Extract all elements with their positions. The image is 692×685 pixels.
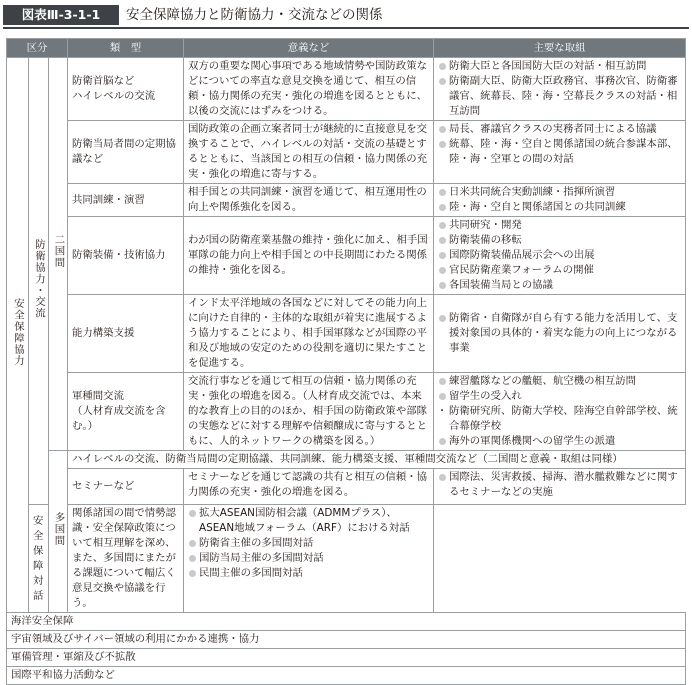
meaning-cell: [184, 217, 434, 295]
actions-list: [438, 218, 681, 293]
bottom-row-text: 軍備管理・軍縮及び不拡散: [11, 651, 136, 663]
actions-list: [438, 311, 681, 356]
actions-cell: [434, 184, 686, 217]
action-item: 局長、審議官クラスの実務者同士による協議: [438, 122, 681, 137]
multilateral-summary-text: ハイレベルの交流、防衛当局間の定期協議、共同訓練、能力構築支援、軍種間交流など（二国間と意義・取組は同様）: [72, 453, 623, 465]
security-cooperation-label: 安全保障協力: [12, 298, 24, 367]
action-item: 国際法、災害救援、掃海、潜水艦救難などに関するセミナーなどの実施: [438, 470, 681, 500]
actions-cell: [434, 217, 686, 295]
multilateral-cell: [49, 451, 68, 613]
type-text: 防衛当局者間の定期協議など: [72, 138, 176, 165]
actions-list: [438, 59, 681, 119]
action-item: 練習艦隊などの艦艇、航空機の相互訪問: [438, 374, 681, 389]
bottom-row-cell: [7, 649, 686, 667]
meaning-cell: [68, 505, 184, 613]
multilateral-label: 多国間: [52, 511, 65, 547]
type-cell: [68, 295, 184, 373]
actions-cell: [434, 58, 686, 121]
bilateral-label: 二国間: [52, 234, 65, 269]
meaning-text: 関係諸国の間で情勢認識・安全保障政策について相互理解を深め、また、多国間にまたがる課題について幅広く意見交換や協議を行う。: [72, 507, 176, 609]
figure-title: 安全保障協力と防衛協力・交流などの関係: [126, 7, 383, 23]
header-rule: [3, 27, 689, 29]
relations-table: [6, 38, 686, 685]
table-row: [7, 58, 686, 121]
actions-list: [438, 470, 681, 500]
bilateral-cell: [49, 58, 68, 451]
table-row: [7, 469, 686, 505]
table-row: [7, 649, 686, 667]
meaning-cell: [184, 184, 434, 217]
type-text: 軍種間交流 （人材育成交流を含む。）: [72, 390, 166, 432]
actions-cell: [434, 121, 686, 184]
figure-id-badge: 図表Ⅲ-3-1-1: [3, 5, 119, 25]
meaning-text: 相手国との共同訓練・演習を通じて、相互運用性の向上や関係強化を図る。: [188, 186, 427, 213]
action-item: 拡大ASEAN国防相会議（ADMMプラス）、ASEAN地域フォーラム（ARF）における対話: [188, 506, 429, 536]
action-item: ・ 防衛研究所、防衛大学校、陸海空自幹部学校、統合幕僚学校: [438, 404, 681, 434]
bottom-row-text: 海洋安全保障: [11, 615, 74, 627]
actions-list: [438, 185, 681, 215]
meaning-text: 国防政策の企画立案者同士が継続的に直接意見を交換することで、ハイレベルの対話・交流の基礎とするとともに、当該国との相互の信頼・協力関係の充実・強化の増進に寄与する。: [188, 123, 427, 180]
action-item: 留学生の受入れ: [438, 389, 681, 404]
table-row: [7, 667, 686, 685]
header-row: [7, 39, 686, 58]
action-item: 防衛省・自衛隊が自ら有する能力を活用して、支援対象国の具体的・着実な能力の向上につながる事業: [438, 311, 681, 356]
action-item: 防衛装備の移転: [438, 233, 681, 248]
meaning-cell: [184, 295, 434, 373]
type-text: 共同訓練・演習: [72, 193, 145, 206]
table-row: [7, 217, 686, 295]
action-item: 防衛省主催の多国間対話: [188, 536, 429, 551]
table-row: [7, 184, 686, 217]
action-item: 日米共同統合実動訓練・指揮所演習: [438, 185, 681, 200]
meaning-text: わが国の防衛産業基盤の維持・強化に加え、相手国軍隊の能力向上や相手国との中長期間にわたる関係の維持・強化を図る。: [188, 234, 428, 276]
action-item: 各国装備当局との協議: [438, 278, 681, 293]
header-meaning: 意義など: [184, 39, 434, 58]
actions-cell: [434, 469, 686, 505]
bottom-row-cell: [7, 631, 686, 649]
table-row: [7, 121, 686, 184]
action-item: 官民防衛産業フォーラムの開催: [438, 263, 681, 278]
type-cell: [29, 505, 49, 613]
meaning-text: 双方の重要な関心事項である地域情勢や国防政策などについての率直な意見交換を通じて、相互の信頼・協力関係の充実・強化の増進を図るとともに、以後の交流にはずみをつける。: [188, 60, 427, 117]
type-cell: [68, 373, 184, 451]
action-item: 共同研究・開発: [438, 218, 681, 233]
table-row: [7, 295, 686, 373]
type-cell: [68, 58, 184, 121]
meaning-text: セミナーなどを通じて認識の共有と相互の信頼・協力関係の充実・強化の増進を図る。: [188, 471, 427, 498]
meaning-text: インド太平洋地域の各国などに対してその能力向上に向けた自律的・主体的な取組が着実に進展するよう協力することにより、相手国軍隊などが国際の平和及び地域の安定のための役割を適切に果たすことを促進する。: [188, 297, 427, 369]
action-item: 海外の軍関係機関への留学生の派遣: [438, 434, 681, 449]
action-item: 国防当局主催の多国間対話: [188, 551, 429, 566]
defense-exchange-label: 防衛協力・交流: [33, 238, 45, 319]
multilateral-summary-cell: [68, 451, 686, 469]
actions-list: [438, 374, 681, 449]
meaning-cell: [184, 121, 434, 184]
header-kubun: 区分: [7, 39, 68, 58]
action-item: 防衛副大臣、防衛大臣政務官、事務次官、防衛審議官、統幕長、陸・海・空幕長クラスの対話・相互訪問: [438, 74, 681, 119]
defense-exchange-cell: [29, 58, 49, 505]
meaning-cell: [184, 469, 434, 505]
actions-cell: [434, 295, 686, 373]
meaning-cell: [184, 58, 434, 121]
type-cell: [68, 184, 184, 217]
table-row: [7, 451, 686, 469]
actions-list: [438, 122, 681, 167]
header-actions: 主要な取組: [434, 39, 686, 58]
type-text: 防衛装備・技術協力: [72, 249, 166, 261]
table-row: [7, 373, 686, 451]
type-text: 安全保障対話: [33, 514, 44, 602]
actions-cell: [434, 373, 686, 451]
type-cell: [68, 469, 184, 505]
header-type: 類 型: [68, 39, 184, 58]
table-body: [7, 58, 686, 685]
meaning-text: 交流行事などを通じて相互の信頼・協力関係の充実・強化の増進を図る。（人材育成交流では、本来的な教育上の目的のほか、相手国の防衛政策や部隊の実態などに対する理解や信頼醸成に寄与するとともに、人的ネットワークの構築を図る。）: [188, 375, 427, 447]
bottom-row-cell: [7, 613, 686, 631]
type-text: 能力構築支援: [72, 327, 135, 339]
type-text: セミナーなど: [72, 480, 135, 492]
bottom-row-cell: [7, 667, 686, 685]
type-cell: [68, 217, 184, 295]
meaning-cell: [184, 373, 434, 451]
actions-list: [188, 506, 429, 581]
action-item: 民間主催の多国間対話: [188, 566, 429, 581]
action-item: 国際防衛装備品展示会への出展: [438, 248, 681, 263]
bottom-row-text: 宇宙領域及びサイバー領域の利用にかかる連携・協力: [11, 633, 260, 645]
action-item: 陸・海・空自と関係諸国との共同訓練: [438, 200, 681, 215]
security-cooperation-cell: [7, 58, 29, 613]
type-cell: [68, 121, 184, 184]
table-row: [7, 613, 686, 631]
bottom-row-text: 国際平和協力活動など: [11, 669, 115, 681]
table-row: [7, 631, 686, 649]
action-item: 統幕、陸・海・空自と関係諸国の統合参謀本部、陸・海・空軍との間の対話: [438, 137, 681, 167]
action-item: 防衛大臣と各国国防大臣の対話・相互訪問: [438, 59, 681, 74]
actions-cell: [184, 505, 434, 613]
type-text: 防衛首脳など ハイレベルの交流: [72, 75, 156, 102]
figure-header: [0, 0, 692, 30]
table-row: [7, 505, 686, 613]
